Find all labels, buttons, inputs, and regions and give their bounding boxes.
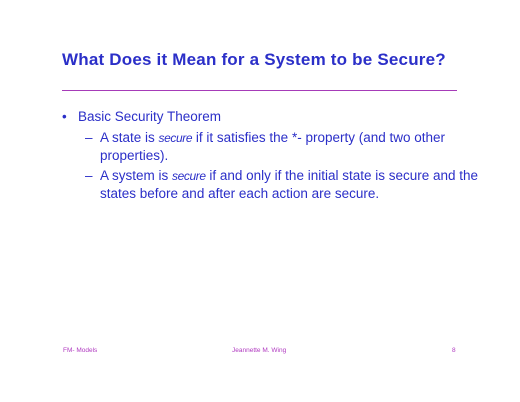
title-divider: [62, 90, 457, 91]
bullet-list: [62, 108, 492, 202]
footer-course: FM- Models: [63, 347, 98, 354]
sub-bullet-text-before: A state is: [100, 130, 159, 145]
sub-bullet-text-before: A system is: [100, 168, 173, 183]
sub-bullet-text-after: if and only if the initial state is secure and the states before and after each action are secure.: [100, 168, 479, 201]
sub-bullet-emphasis: secure: [172, 169, 206, 183]
bullet-item: [62, 108, 492, 126]
footer-page-number: 8: [452, 347, 456, 354]
sub-bullet-emphasis: secure: [158, 131, 193, 145]
sub-bullet-item: [62, 167, 492, 202]
sub-bullet-text-after: if it satisfies the *- property (and two other properties).: [100, 130, 446, 163]
sub-bullet-marker: –: [85, 168, 93, 183]
sub-bullet-item: [62, 129, 492, 164]
slide-title: What Does it Mean for a System to be Secure?: [62, 50, 446, 69]
bullet-text: Basic Security Theorem: [78, 109, 222, 124]
bullet-marker: •: [62, 109, 67, 124]
sub-bullet-marker: –: [85, 130, 93, 145]
footer-author: Jeannette M. Wing: [232, 347, 287, 354]
